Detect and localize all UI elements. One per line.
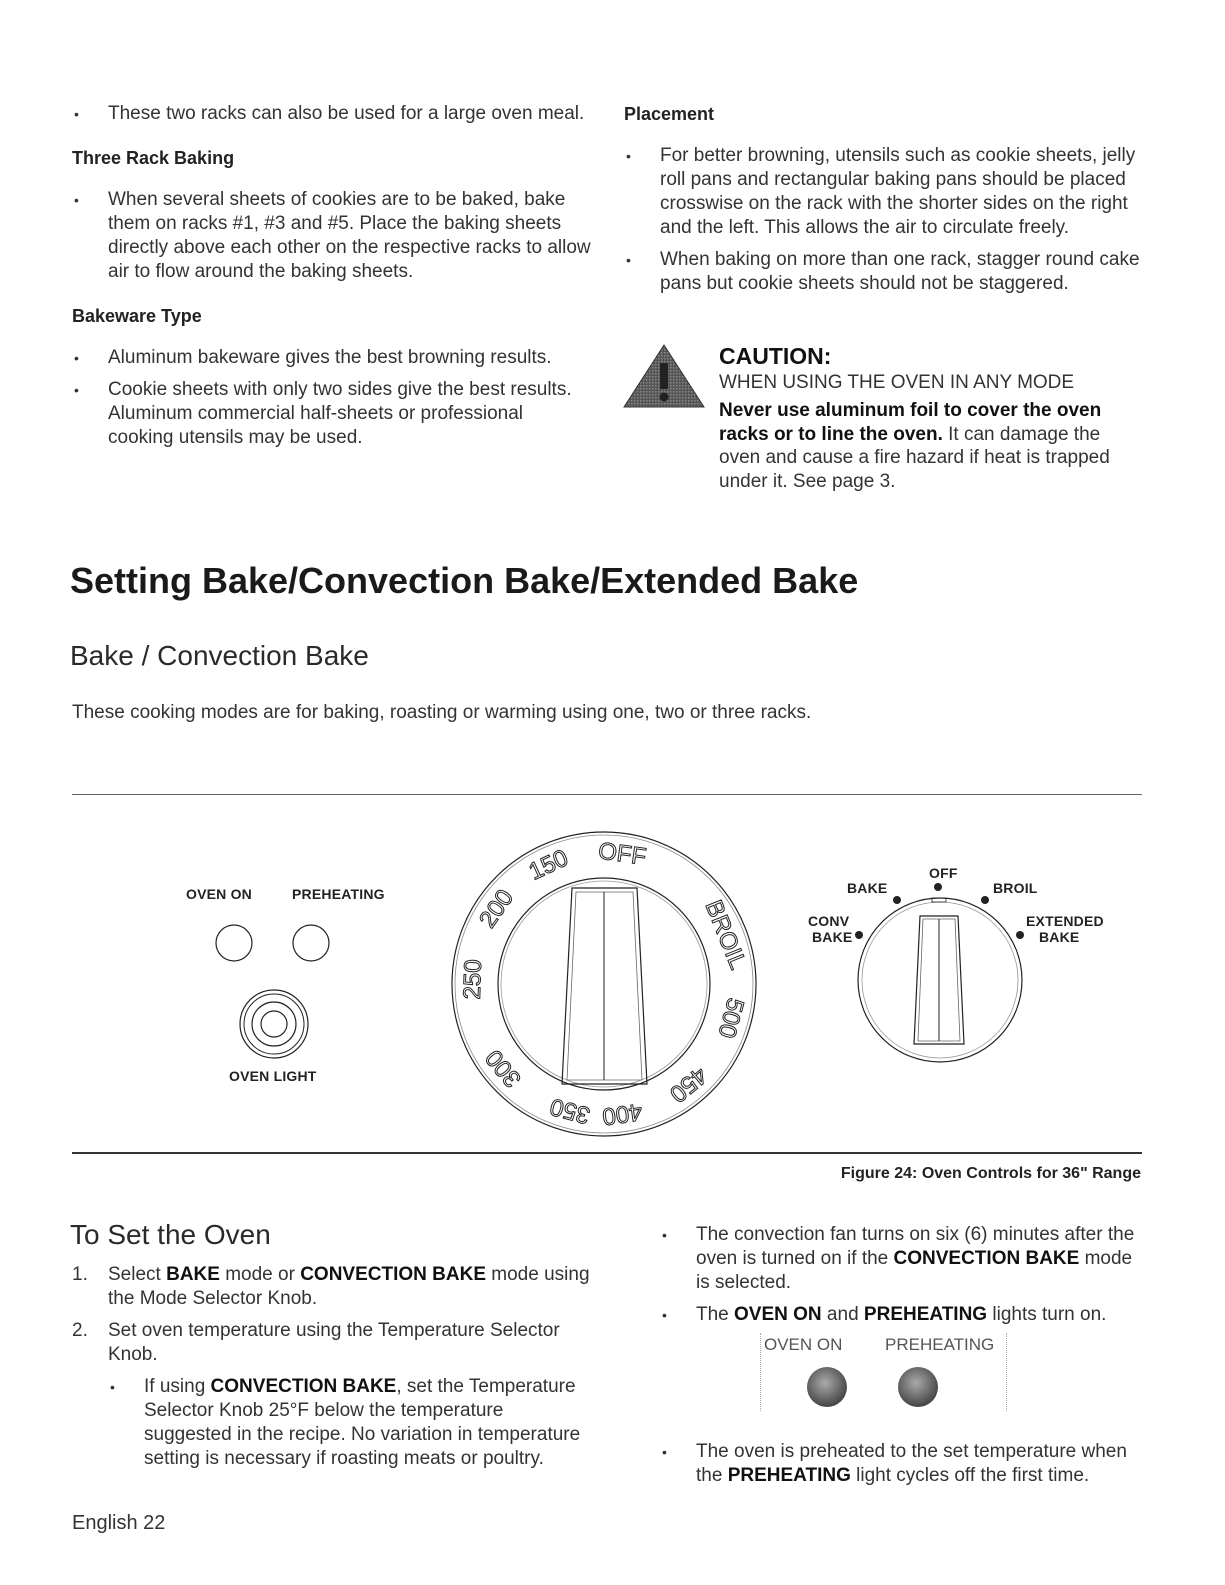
dial-label-broil: BROIL xyxy=(699,896,752,974)
list-item xyxy=(108,1375,592,1471)
mode-dot-conv xyxy=(855,931,863,939)
bold-text: CONVECTION BAKE xyxy=(893,1248,1080,1269)
lit-indicator-panel xyxy=(760,1333,1007,1411)
preheating-light-icon xyxy=(293,925,329,961)
mode-off-label: OFF xyxy=(929,865,958,881)
mode-dot-extended xyxy=(1016,931,1024,939)
text: Set oven temperature using the Temperature Selector Knob. xyxy=(108,1320,560,1365)
lit-preheating-label: PREHEATING xyxy=(885,1335,995,1354)
preheating-lit-icon xyxy=(898,1367,938,1407)
three-rack-heading: Three Rack Baking xyxy=(72,148,235,168)
mode-bake-label: BAKE xyxy=(847,880,888,896)
subsection-title: Bake / Convection Bake xyxy=(70,640,369,671)
caution-block xyxy=(719,343,1139,493)
page-footer: English 22 xyxy=(72,1512,166,1534)
figure-top-rule xyxy=(72,794,1142,795)
bold-text: CONVECTION BAKE xyxy=(210,1376,397,1397)
mode-selector-knob[interactable] xyxy=(840,880,1040,1065)
dial-label-200: 200 xyxy=(474,884,520,933)
three-rack-list xyxy=(72,188,592,284)
list-item xyxy=(660,1303,1140,1327)
lit-oven-on-label: OVEN ON xyxy=(764,1335,843,1354)
mode-conv-bake-label: BAKE xyxy=(812,929,853,945)
figure-bottom-rule xyxy=(72,1152,1142,1154)
list-item xyxy=(660,1440,1140,1488)
exclamation-bar xyxy=(660,363,668,389)
dial-label-300: 300 xyxy=(480,1044,527,1093)
oven-on-label: OVEN ON xyxy=(186,886,252,902)
list-item: • These two racks can also be used for a large oven meal. xyxy=(72,102,592,126)
text: lights turn on. xyxy=(987,1304,1107,1325)
dial-label-400: 400 xyxy=(600,1097,644,1131)
text: , set the Temperature Selector Knob 25°F below the temperature suggested in the recipe. No variation in temperature setting is necessary if roasting meats or poultry. xyxy=(144,1376,581,1469)
caution-bold: Never use aluminum foil to cover the oven racks or to line the oven. xyxy=(719,400,1102,445)
placement-list xyxy=(624,144,1144,296)
bold-text: BAKE xyxy=(166,1264,220,1285)
preheated-note xyxy=(660,1440,1140,1496)
bold-text: OVEN ON xyxy=(734,1304,822,1325)
dial-label-500: 500 xyxy=(712,995,749,1041)
preheat-list xyxy=(660,1223,1140,1327)
step-2-sublist xyxy=(108,1375,592,1471)
steps-list xyxy=(72,1263,592,1367)
text: light cycles off the first time. xyxy=(850,1465,1090,1486)
caution-subtitle: WHEN USING THE OVEN IN ANY MODE xyxy=(719,372,1075,393)
bakeware-list xyxy=(72,346,592,450)
right-column-top xyxy=(624,102,1144,304)
bold-text: PREHEATING xyxy=(863,1304,988,1325)
preheated-list xyxy=(660,1440,1140,1488)
dial-label-150: 150 xyxy=(524,844,573,886)
step-2 xyxy=(72,1319,592,1367)
to-set-heading: To Set the Oven xyxy=(70,1219,271,1250)
text: mode is selected. xyxy=(696,1248,1133,1293)
dial-label-450: 450 xyxy=(664,1061,713,1108)
dial-label-350: 350 xyxy=(547,1092,593,1129)
text: The convection fan turns on six (6) minutes after the oven is turned on if the xyxy=(696,1224,1135,1269)
bold-text: CONVECTION BAKE xyxy=(300,1264,486,1285)
caution-body xyxy=(719,399,1139,493)
temperature-selector-knob[interactable] xyxy=(440,826,770,1141)
oven-on-lit-icon xyxy=(807,1367,847,1407)
warning-triangle-icon xyxy=(622,343,706,409)
text: Select xyxy=(108,1264,167,1285)
step-1 xyxy=(72,1263,592,1311)
to-set-steps xyxy=(72,1263,592,1479)
list-item: • Cookie sheets with only two sides give the best results. Aluminum commercial half-sheets or professional cooking utensils may be used. xyxy=(72,378,592,450)
right-column-bottom xyxy=(660,1223,1140,1335)
mode-conv-label: CONV xyxy=(808,913,850,929)
list-item: • For better browning, utensils such as cookie sheets, jelly roll pans and rectangular baking pans should be placed crosswise on the rack with the shorter sides on the right and the left. This allows the air to circulate freely. xyxy=(624,144,1144,240)
oven-on-light-icon xyxy=(216,925,252,961)
intro-bullet-list xyxy=(72,102,592,126)
exclamation-dot xyxy=(660,393,669,402)
mode-extended-label: EXTENDED xyxy=(1026,913,1104,929)
list-item xyxy=(660,1223,1140,1295)
list-item: • When several sheets of cookies are to be baked, bake them on racks #1, #3 and #5. Place the baking sheets directly above each other on the respective racks to allow air to flow around the baking sheets. xyxy=(72,188,592,284)
list-item: • When baking on more than one rack, stagger round cake pans but cookie sheets should not be staggered. xyxy=(624,248,1144,296)
section-title: Setting Bake/Convection Bake/Extended Bake xyxy=(70,560,859,601)
lit-lights xyxy=(797,1365,947,1411)
text: The oven is preheated to the set temperature when the xyxy=(696,1441,1127,1486)
left-column-top xyxy=(72,102,592,458)
mode-extended-bake-label: BAKE xyxy=(1039,929,1080,945)
mode-dot-bake xyxy=(893,896,901,904)
bakeware-heading: Bakeware Type xyxy=(72,306,202,326)
bold-text: PREHEATING xyxy=(727,1465,851,1486)
mode-broil-label: BROIL xyxy=(993,880,1038,896)
figure-caption: Figure 24: Oven Controls for 36" Range xyxy=(840,1165,1141,1182)
step-number: 2. xyxy=(72,1320,88,1341)
text: The xyxy=(696,1304,735,1325)
step-number: 1. xyxy=(72,1264,88,1285)
text: mode using the Mode Selector Knob. xyxy=(108,1264,590,1309)
text: mode or xyxy=(219,1264,301,1285)
intro-text: These cooking modes are for baking, roasting or warming using one, two or three racks. xyxy=(72,702,812,723)
mode-dot-broil xyxy=(981,896,989,904)
oven-light-label: OVEN LIGHT xyxy=(229,1068,317,1084)
caution-title: CAUTION: xyxy=(719,343,832,369)
text: If using xyxy=(144,1376,211,1397)
caution-text: It can damage the oven and cause a fire hazard if heat is trapped under it. See page 3. xyxy=(719,423,1110,492)
dial-label-250: 250 xyxy=(458,958,488,1000)
text: and xyxy=(821,1304,864,1325)
mode-dot-off xyxy=(934,883,942,891)
indicator-lights xyxy=(200,910,360,1070)
placement-heading: Placement xyxy=(624,104,715,124)
dial-label-off: OFF xyxy=(596,837,648,871)
preheating-label: PREHEATING xyxy=(292,886,385,902)
oven-light-switch-icon xyxy=(240,990,308,1058)
list-item: • Aluminum bakeware gives the best browning results. xyxy=(72,346,592,370)
